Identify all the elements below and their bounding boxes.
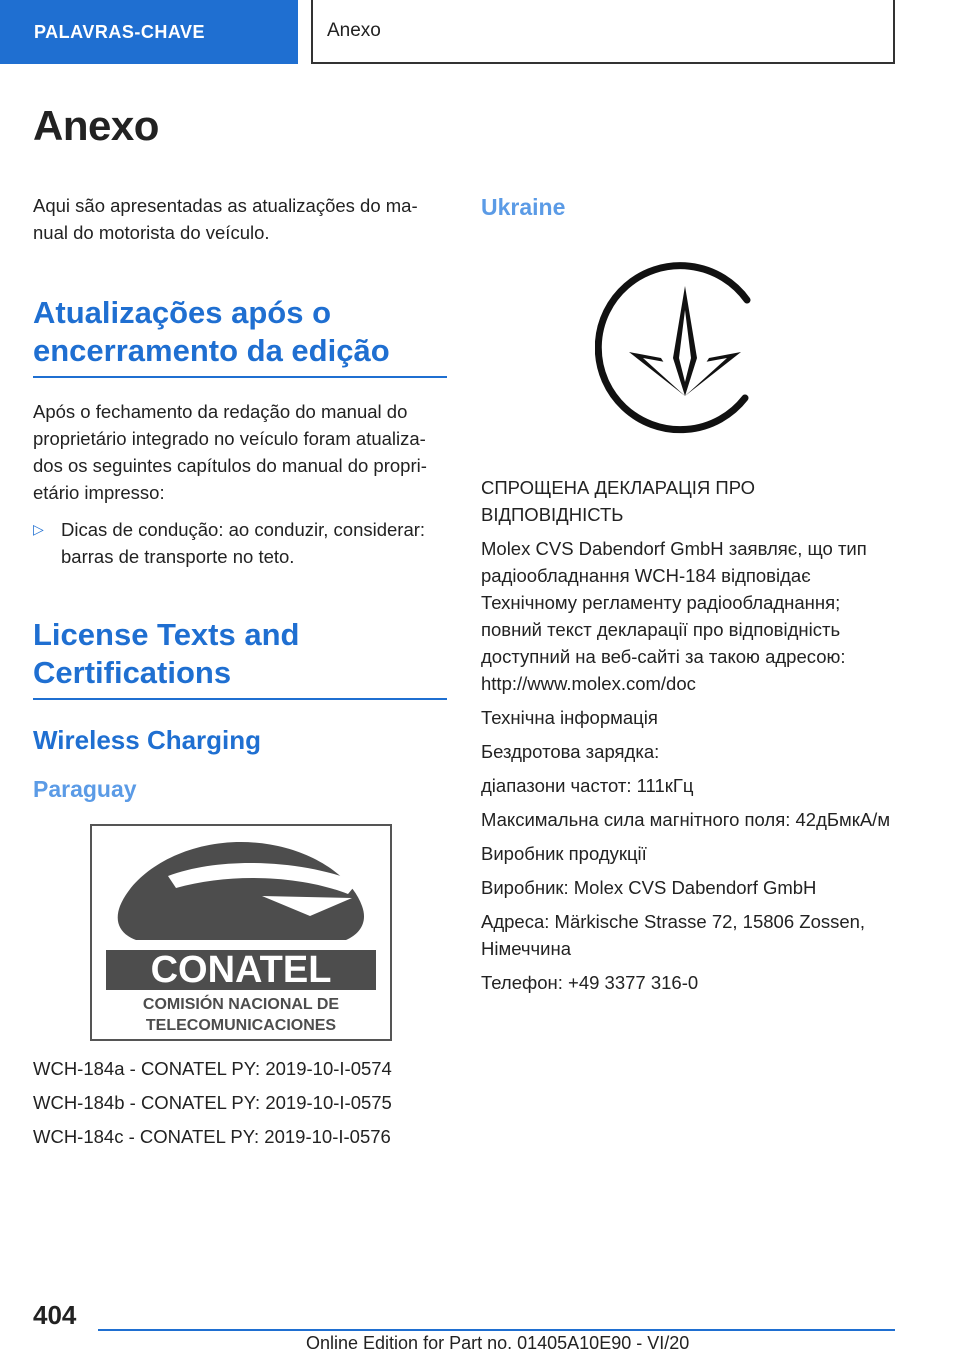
ukraine-paragraph: Molex CVS Dabendorf GmbH заявляє, що тип радіообладнання WCH-184 відповідає Технічному регламенту радіообладнання; повний текст декларації про відповідність доступний на веб-сайті за такою адресою: http://www.molex.com/doc (481, 538, 867, 694)
triangle-bullet-icon: ▷ (33, 521, 44, 537)
license-heading: License Texts and Certifications (33, 616, 447, 700)
ukraine-paragraph: Телефон: +49 3377 316-0 (481, 972, 699, 993)
ukraine-paragraph: Адреса: Märkische Strasse 72, 15806 Zossen, Німеччина (481, 911, 866, 959)
cert-line: WCH-184b - CONATEL PY: 2019-10-I-0575 (33, 1092, 392, 1113)
ukraine-paragraph: Бездротова зарядка: (481, 741, 660, 762)
conatel-emblem-icon (112, 836, 370, 948)
cert-line: WCH-184a - CONATEL PY: 2019-10-I-0574 (33, 1058, 392, 1079)
ukraine-heading: Ukraine (481, 194, 566, 220)
ukraine-paragraph: Максимальна сила магнітного поля: 42дБмкА/м (481, 809, 891, 830)
cert-line: WCH-184c - CONATEL PY: 2019-10-I-0576 (33, 1126, 391, 1147)
header-tab[interactable]: PALAVRAS-CHAVE (0, 0, 298, 64)
page-title: Anexo (33, 102, 159, 149)
ukraine-paragraph: Технічна інформація (481, 707, 658, 728)
right-column (481, 192, 901, 1003)
bullet-text: Dicas de condução: ao conduzir, considerar: barras de transporte no teto. (61, 519, 426, 567)
wireless-heading: Wireless Charging (33, 725, 262, 755)
conatel-logo (90, 824, 392, 1041)
ukraine-paragraph: СПРОЩЕНА ДЕКЛАРАЦІЯ ПРО ВІДПОВІДНІСТЬ (481, 477, 756, 525)
ukraine-paragraph: Виробник: Molex CVS Dabendorf GmbH (481, 877, 817, 898)
ukraine-paragraph: Виробник продукції (481, 843, 647, 864)
header-section: Anexo (311, 0, 895, 64)
left-column (33, 192, 447, 1157)
footer-edition: Online Edition for Part no. 01405A10E90 - VI/20 (306, 1333, 690, 1353)
footer-divider (98, 1329, 895, 1331)
updates-body: Após o fechamento da redação do manual do proprietário integrado no veículo foram atualiza- dos os seguintes capítulos do manual do propri- etário impresso: (33, 401, 427, 503)
ukraine-conformity-mark-icon (595, 258, 775, 438)
updates-heading: Atualizações após o encerramento da edição (33, 294, 447, 378)
paraguay-heading: Paraguay (33, 776, 137, 802)
page-number: 404 (33, 1300, 77, 1330)
list-item (33, 516, 447, 570)
conatel-subtitle: COMISIÓN NACIONAL DE TELECOMUNICACIONES (142, 996, 340, 1034)
intro-paragraph: Aqui são apresentadas as atualizações do ma- nual do motorista do veículo. (33, 195, 418, 243)
ukraine-paragraph: діапазони частот: 111кГц (481, 775, 694, 796)
conatel-wordmark: CONATEL (106, 950, 376, 990)
